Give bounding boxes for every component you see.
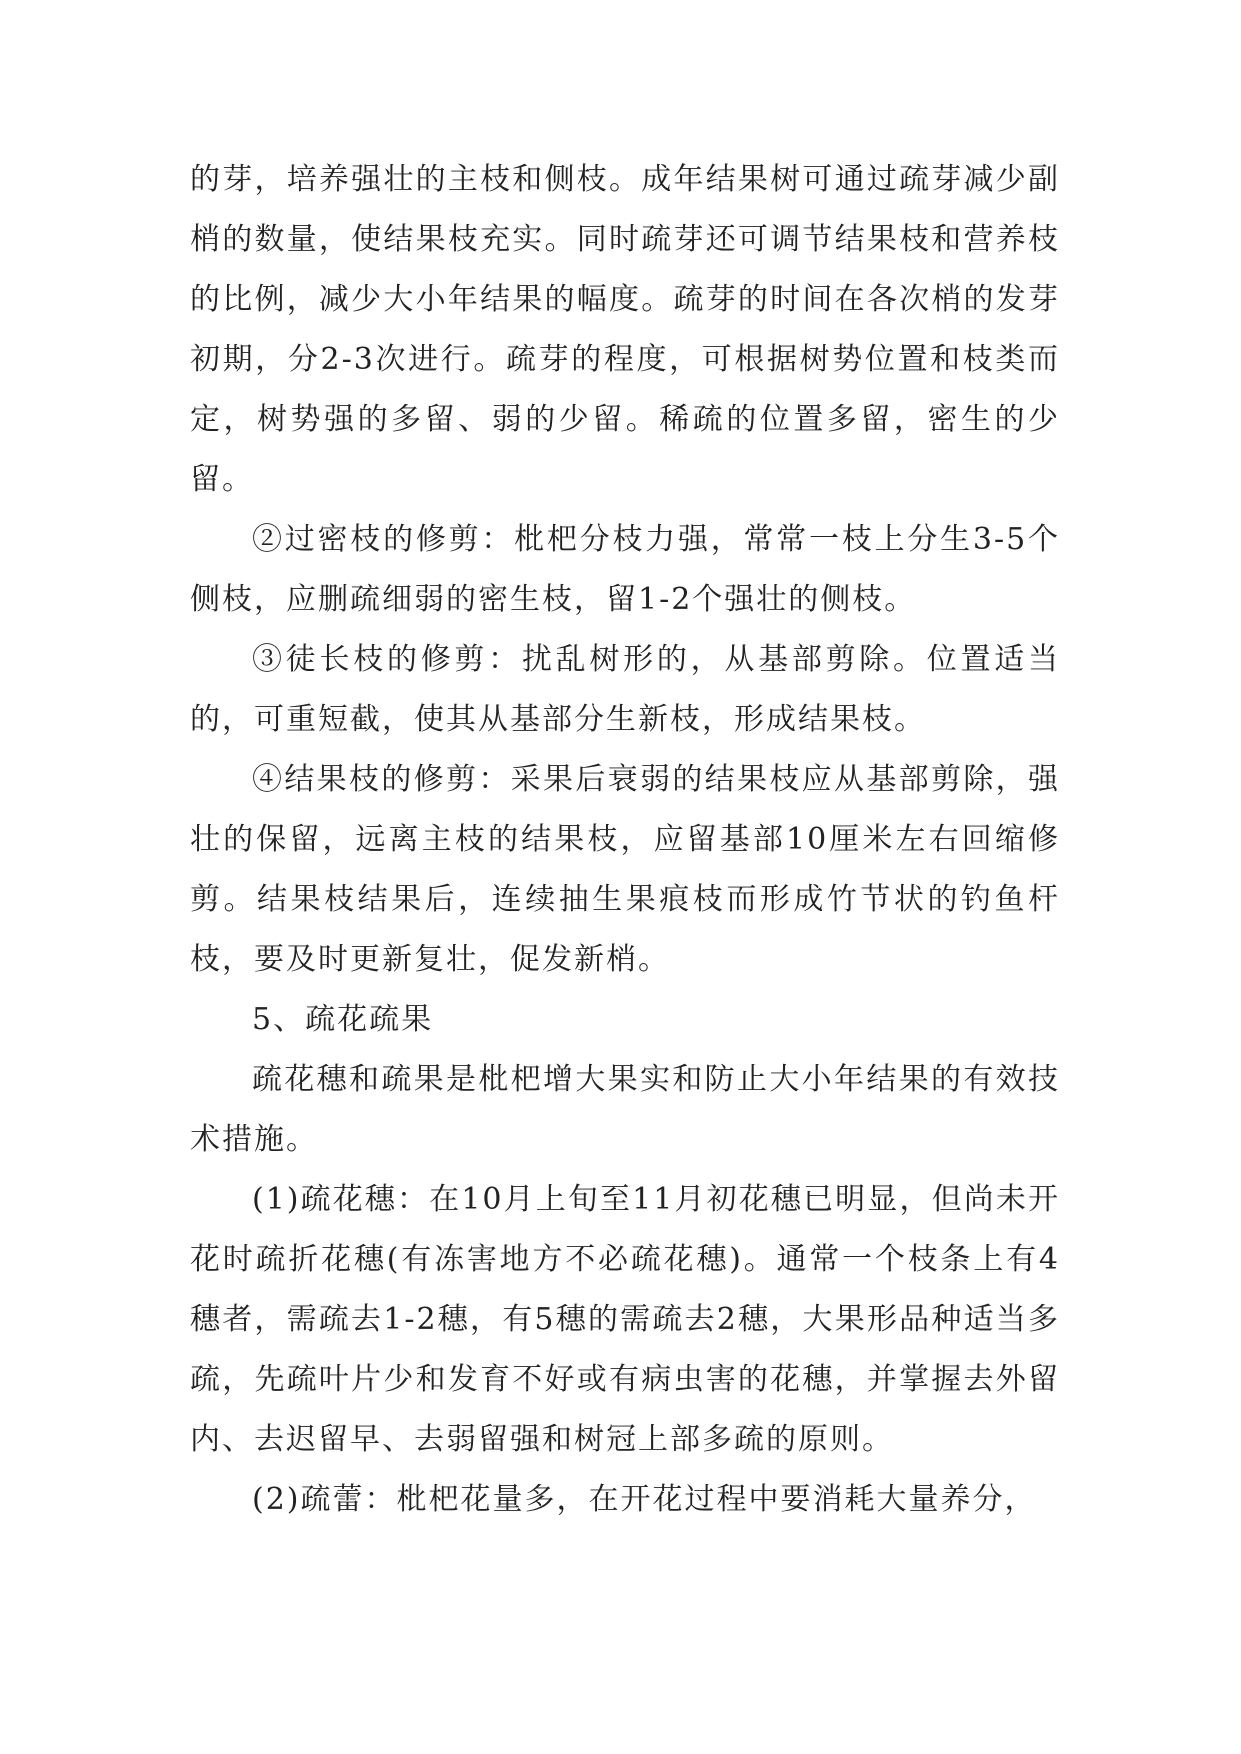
section-heading-flower-fruit-thinning: 5、疏花疏果 (252, 1002, 434, 1037)
paragraph-water-sprout-pruning: ③徒长枝的修剪：扰乱树形的，从基部剪除。位置适当的，可重短截，使其从基部分生新枝，形成结果枝。 (190, 642, 1060, 737)
document-page (190, 150, 1060, 1530)
paragraph-dense-branch-pruning: ②过密枝的修剪：枇杷分枝力强，常常一枝上分生3-5个侧枝，应删疏细弱的密生枝，留1-2个强壮的侧枝。 (190, 522, 1060, 617)
paragraph-bud-thinning: (2)疏蕾：枇杷花量多，在开花过程中要消耗大量养分， (252, 1482, 1037, 1517)
paragraph-flower-cluster-thinning: (1)疏花穗：在10月上旬至11月初花穗已明显，但尚未开花时疏折花穗(有冻害地方不必疏花穗)。通常一个枝条上有4穗者，需疏去1-2穗，有5穗的需疏去2穗，大果形品种适当多疏，先疏叶片少和发育不好或有病虫害的花穗，并掌握去外留内、去迟留早、去弱留强和树冠上部多疏的原则。 (190, 1182, 1060, 1457)
paragraph-fruiting-branch-pruning: ④结果枝的修剪：采果后衰弱的结果枝应从基部剪除，强壮的保留，远离主枝的结果枝，应留基部10厘米左右回缩修剪。结果枝结果后，连续抽生果痕枝而形成竹节状的钓鱼杆枝，要及时更新复壮，促发新梢。 (190, 762, 1060, 977)
paragraph-thinning-intro: 疏花穗和疏果是枇杷增大果实和防止大小年结果的有效技术措施。 (190, 1062, 1060, 1157)
paragraph-bud-thinning-continued: 的芽，培养强壮的主枝和侧枝。成年结果树可通过疏芽减少副梢的数量，使结果枝充实。同时疏芽还可调节结果枝和营养枝的比例，减少大小年结果的幅度。疏芽的时间在各次梢的发芽初期，分2-3次进行。疏芽的程度，可根据树势位置和枝类而定，树势强的多留、弱的少留。稀疏的位置多留，密生的少留。 (190, 162, 1060, 497)
